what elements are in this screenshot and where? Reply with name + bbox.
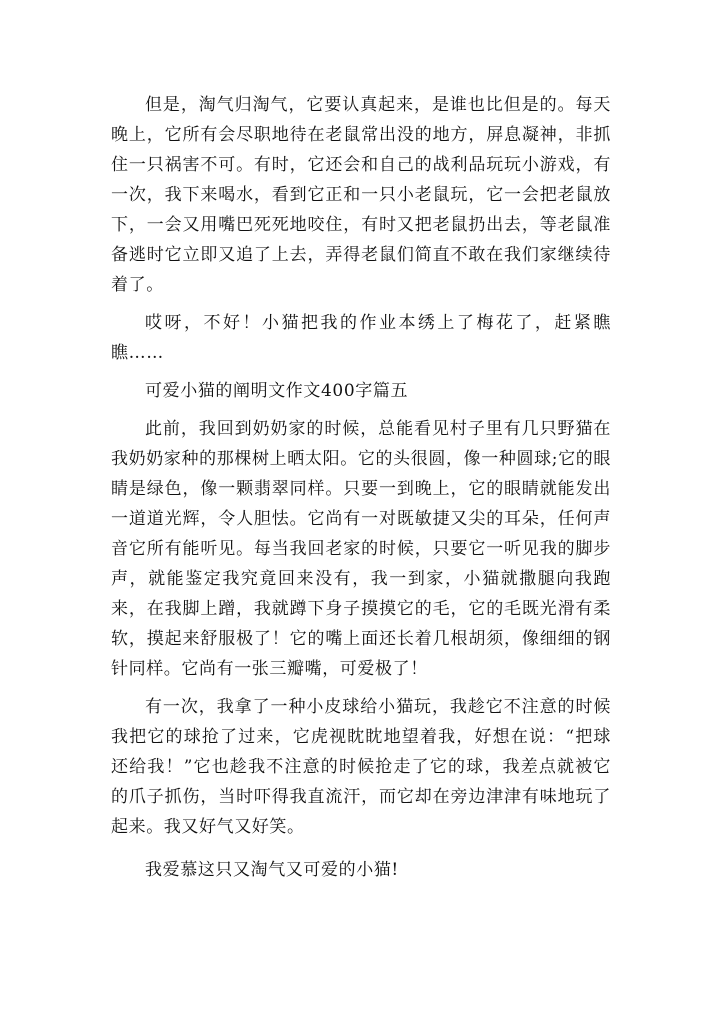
paragraph-gap — [111, 842, 611, 855]
paragraph-gap — [111, 300, 611, 308]
section-title: 可爱小猫的阐明文作文400字篇五 — [145, 381, 409, 401]
article-body — [111, 90, 611, 885]
paragraph-gap — [111, 406, 611, 414]
paragraph-gap — [111, 684, 611, 692]
paragraph-2: 哎呀，不好！小猫把我的作业本绣上了梅花了，赶紧瞧瞧…… — [111, 313, 611, 363]
paragraph-1: 但是，淘气归淘气，它要认真起来，是谁也比但是的。每天晚上，它所有会尽职地待在老鼠常出没的地方，屏息凝神，非抓住一只祸害不可。有时，它还会和自己的战利品玩玩小游戏，有一次，我下来喝水，看到它正和一只小老鼠玩，它一会把老鼠放下，一会又用嘴巴死死地咬住，有时又把老鼠扔出去，等老鼠准备逃时它立即又追了上去，弄得老鼠们简直不敢在我们家继续待着了。 — [111, 95, 611, 295]
paragraph-gap — [111, 368, 611, 376]
paragraph-4: 有一次，我拿了一种小皮球给小猫玩，我趁它不注意的时候我把它的球抢了过来，它虎视眈眈地望着我，好想在说：“把球还给我！”它也趁我不注意的时候抢走了它的球，我差点就被它的爪子抓伤，当时吓得我直流汗，而它却在旁边津津有味地玩了起来。我又好气又好笑。 — [111, 697, 611, 837]
paragraph-3: 此前，我回到奶奶家的时候，总能看见村子里有几只野猫在我奶奶家种的那棵树上晒太阳。它的头很圆，像一种圆球;它的眼睛是绿色，像一颗翡翠同样。只要一到晚上，它的眼睛就能发出一道道光辉，令人胆怯。它尚有一对既敏捷又尖的耳朵，任何声音它所有能听见。每当我回老家的时候，只要它一听见我的脚步声，就能鉴定我究竟回来没有，我一到家，小猫就撒腿向我跑来，在我脚上蹭，我就蹲下身子摸摸它的毛，它的毛既光滑有柔软，摸起来舒服极了！它的嘴上面还长着几根胡须，像细细的钢针同样。它尚有一张三瓣嘴，可爱极了！ — [111, 419, 611, 679]
paragraph-5: 我爱慕这只又淘气又可爱的小猫! — [145, 860, 399, 880]
